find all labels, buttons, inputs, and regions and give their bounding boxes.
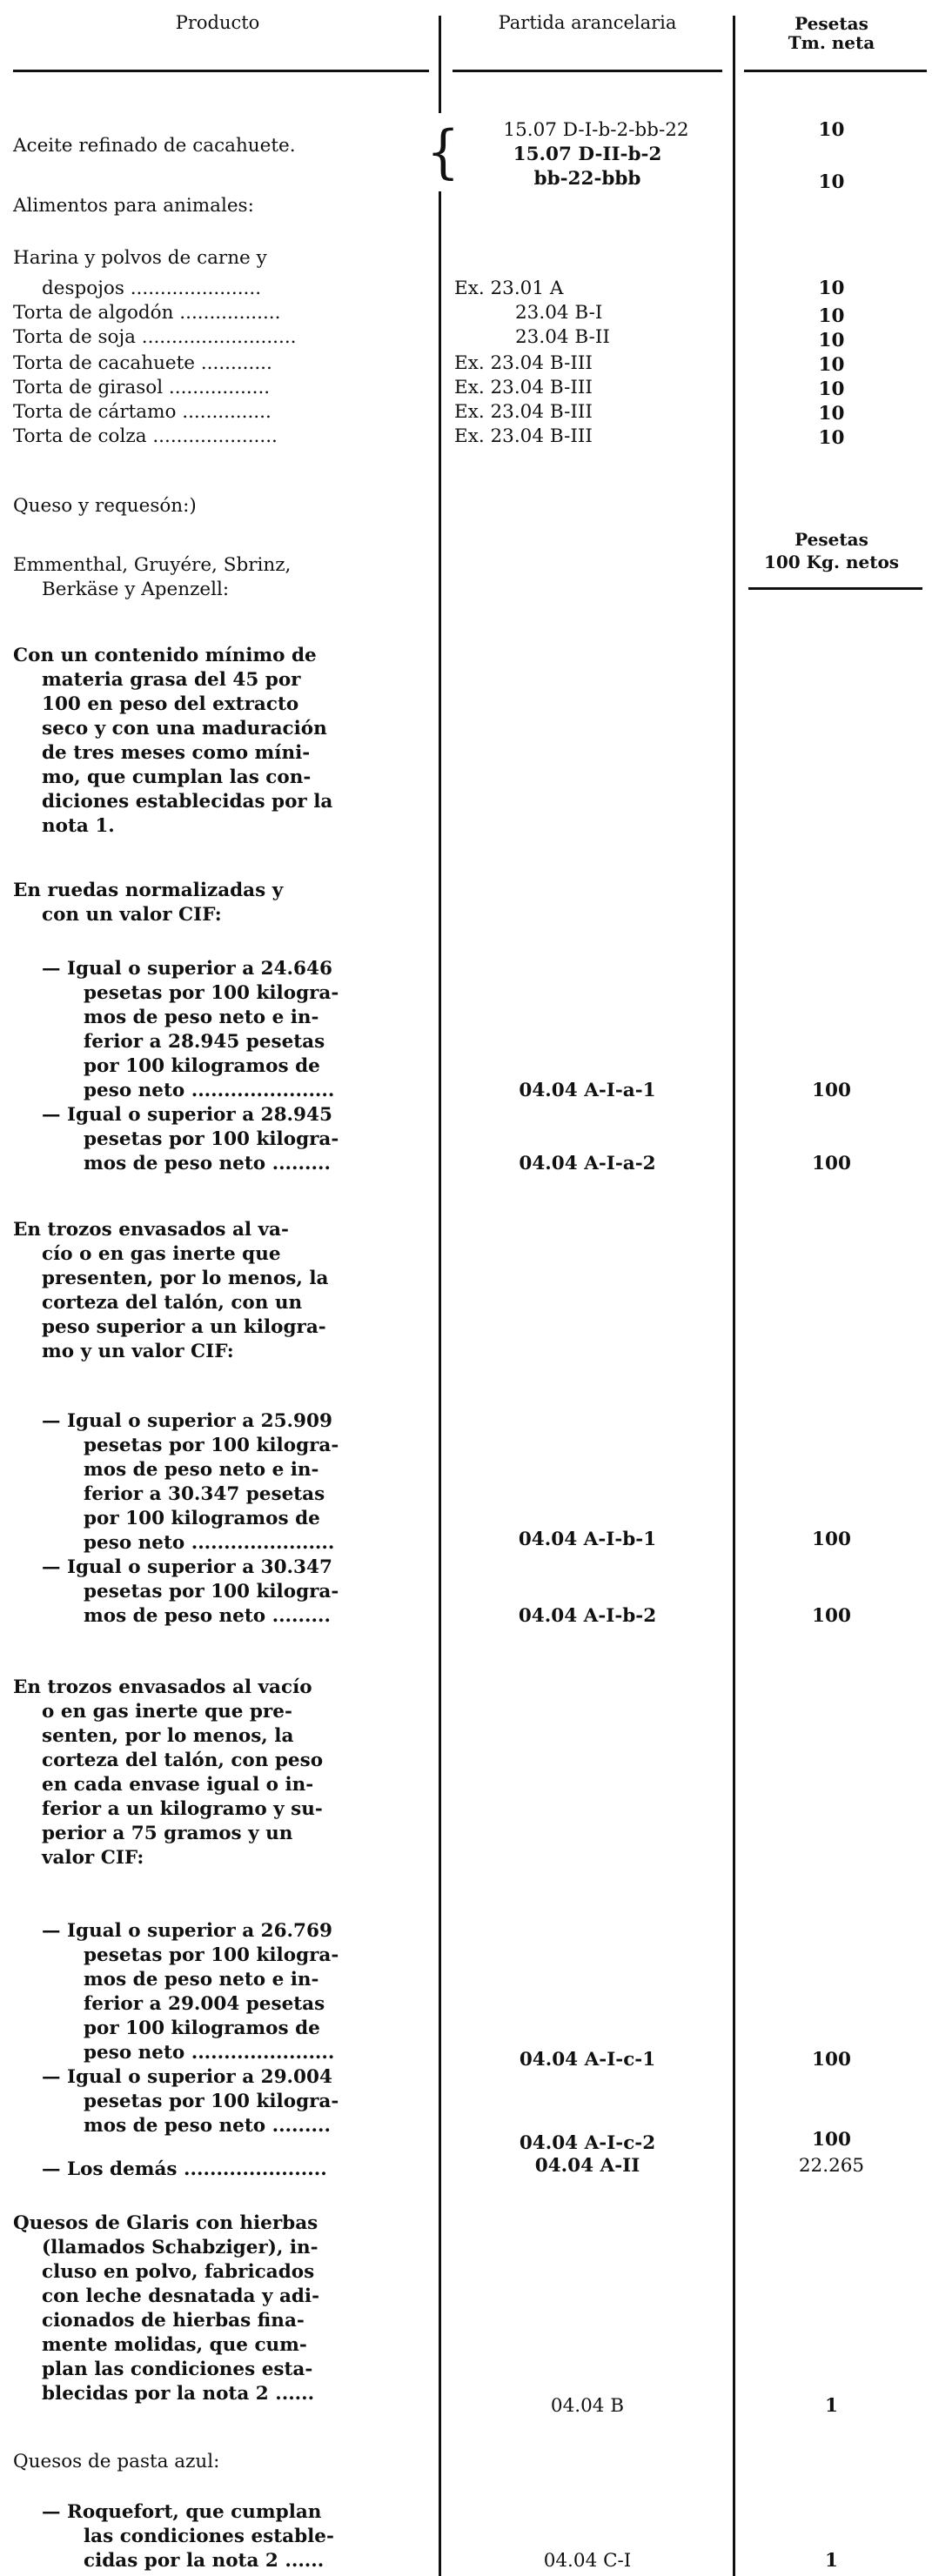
- trozos2-item1-line2: mos de peso neto e in-: [84, 1969, 319, 1991]
- row-torta-girasol-valor: 10: [818, 378, 845, 400]
- trozos2-item2-partida: 04.04 A-I-c-2: [519, 2132, 656, 2154]
- row-aceite-partida-2: 15.07 D-II-b-2: [513, 144, 662, 165]
- glaris-line-4: cionados de hierbas fina-: [42, 2310, 305, 2332]
- row-torta-cartamo-partida: Ex. 23.04 B-III: [454, 401, 593, 423]
- trozos1-item1-partida: 04.04 A-I-b-1: [518, 1529, 657, 1550]
- ruedas-line-1: con un valor CIF:: [42, 904, 222, 926]
- trozos1-item2-line0: — Igual o superior a 30.347: [42, 1556, 332, 1578]
- ruedas-item1-valor: 100: [812, 1080, 851, 1101]
- contenido-line-7: nota 1.: [42, 815, 115, 837]
- brace-icon: {: [426, 118, 460, 186]
- trozos2-item2-line2: mos de peso neto .........: [84, 2115, 331, 2137]
- trozos1-item1-line4: por 100 kilogramos de: [84, 1508, 320, 1529]
- pasta-azul-title: Quesos de pasta azul:: [13, 2451, 220, 2472]
- row-torta-algodon-partida: 23.04 B-I: [515, 302, 603, 324]
- trozos1-line-1: cío o en gas inerte que: [42, 1243, 281, 1265]
- subheader-rule: [748, 587, 922, 590]
- los-demas-valor: 22.265: [798, 2155, 865, 2177]
- los-demas-partida: 04.04 A-II: [534, 2155, 640, 2177]
- row-torta-cacahuete-partida: Ex. 23.04 B-III: [454, 352, 593, 374]
- glaris-line-0: Quesos de Glaris con hierbas: [13, 2212, 318, 2234]
- glaris-line-5: mente molidas, que cum-: [42, 2334, 307, 2356]
- row-torta-algodon: Torta de algodón .................: [13, 302, 281, 324]
- emmenthal-line1: Emmenthal, Gruyére, Sbrinz,: [13, 554, 292, 576]
- trozos2-line-4: en cada envase igual o in-: [42, 1774, 314, 1796]
- row-torta-cacahuete-valor: 10: [818, 354, 845, 376]
- roquefort-line-0: — Roquefort, que cumplan: [42, 2501, 322, 2523]
- ruedas-item1-line4: por 100 kilogramos de: [84, 1055, 320, 1077]
- trozos1-item2-valor: 100: [812, 1605, 851, 1627]
- row-torta-soja-valor: 10: [818, 330, 845, 351]
- header-rule-producto: [13, 70, 429, 72]
- row-torta-colza-partida: Ex. 23.04 B-III: [454, 425, 593, 447]
- trozos1-item2-line1: pesetas por 100 kilogra-: [84, 1581, 339, 1602]
- glaris-line-3: con leche desnatada y adi-: [42, 2285, 320, 2307]
- subheader-pesetas: Pesetas: [795, 529, 868, 550]
- row-torta-algodon-valor: 10: [818, 305, 845, 327]
- header-pesetas: [738, 14, 925, 52]
- subheader-100kg: 100 Kg. netos: [763, 552, 900, 572]
- trozos2-item1-line0: — Igual o superior a 26.769: [42, 1920, 332, 1942]
- roquefort-line-1: las condiciones estable-: [84, 2526, 334, 2547]
- trozos2-line-0: En trozos envasados al vacío: [13, 1676, 312, 1698]
- header-producto: Producto: [175, 12, 260, 33]
- los-demas-line: — Los demás ......................: [42, 2158, 327, 2180]
- row-harina-valor: 10: [818, 278, 845, 299]
- trozos2-item1-line5: peso neto ......................: [84, 2042, 335, 2064]
- row-torta-colza-valor: 10: [818, 427, 845, 449]
- header-pesetas-line2: Tm. neta: [788, 32, 875, 53]
- header-pesetas-line1: Pesetas: [795, 13, 868, 34]
- trozos2-item1-line1: pesetas por 100 kilogra-: [84, 1944, 339, 1966]
- section-queso-title: Queso y requesón:): [13, 495, 197, 517]
- column-divider-1-top: [439, 16, 441, 113]
- roquefort-line-2: cidas por la nota 2 ......: [84, 2550, 325, 2572]
- row-aceite-valor-2: 10: [818, 171, 845, 193]
- trozos1-line-0: En trozos envasados al va-: [13, 1219, 289, 1241]
- trozos1-line-4: peso superior a un kilogra-: [42, 1316, 326, 1338]
- ruedas-item2-partida: 04.04 A-I-a-2: [519, 1153, 656, 1174]
- roquefort-partida: 04.04 C-I: [543, 2550, 632, 2572]
- trozos1-line-3: corteza del talón, con un: [42, 1292, 303, 1314]
- trozos2-line-7: valor CIF:: [42, 1847, 144, 1869]
- trozos2-line-3: corteza del talón, con peso: [42, 1750, 324, 1771]
- trozos2-item1-line3: ferior a 29.004 pesetas: [84, 1993, 325, 2015]
- section-alimentos-title: Alimentos para animales:: [13, 195, 254, 217]
- row-aceite-partida-3: bb-22-bbb: [533, 168, 641, 190]
- contenido-line-3: seco y con una maduración: [42, 718, 327, 739]
- trozos2-item1-valor: 100: [812, 2049, 851, 2071]
- ruedas-item1-line1: pesetas por 100 kilogra-: [84, 982, 339, 1004]
- trozos1-item1-line1: pesetas por 100 kilogra-: [84, 1435, 339, 1456]
- ruedas-item1-partida: 04.04 A-I-a-1: [519, 1080, 656, 1101]
- trozos2-item2-line1: pesetas por 100 kilogra-: [84, 2091, 339, 2112]
- glaris-partida: 04.04 B: [550, 2395, 625, 2417]
- contenido-line-4: de tres meses como míni-: [42, 742, 311, 764]
- trozos2-line-2: senten, por lo menos, la: [42, 1725, 294, 1747]
- glaris-valor: 1: [825, 2395, 838, 2417]
- trozos1-item1-line5: peso neto ......................: [84, 1532, 335, 1554]
- ruedas-line-0: En ruedas normalizadas y: [13, 880, 284, 901]
- trozos2-item2-line0: — Igual o superior a 29.004: [42, 2066, 332, 2088]
- row-torta-cartamo-valor: 10: [818, 403, 845, 425]
- trozos1-line-2: presenten, por lo menos, la: [42, 1268, 329, 1289]
- row-torta-girasol-partida: Ex. 23.04 B-III: [454, 377, 593, 398]
- trozos2-line-1: o en gas inerte que pre-: [42, 1701, 292, 1723]
- row-torta-soja-partida: 23.04 B-II: [515, 326, 610, 348]
- trozos2-line-5: ferior a un kilogramo y su-: [42, 1798, 323, 1820]
- trozos1-item2-partida: 04.04 A-I-b-2: [518, 1605, 657, 1627]
- row-torta-cacahuete: Torta de cacahuete ............: [13, 352, 272, 374]
- trozos2-item1-partida: 04.04 A-I-c-1: [519, 2049, 656, 2071]
- trozos1-line-5: mo y un valor CIF:: [42, 1341, 234, 1362]
- row-torta-soja: Torta de soja ..........................: [13, 326, 297, 348]
- emmenthal-line2: Berkäse y Apenzell:: [42, 579, 230, 600]
- glaris-line-7: blecidas por la nota 2 ......: [42, 2383, 315, 2405]
- row-harina-cont: despojos ......................: [42, 278, 262, 299]
- contenido-line-5: mo, que cumplan las con-: [42, 766, 312, 788]
- contenido-line-6: diciones establecidas por la: [42, 791, 333, 813]
- row-torta-girasol: Torta de girasol .................: [13, 377, 271, 398]
- ruedas-item1-line5: peso neto ......................: [84, 1080, 335, 1101]
- ruedas-item1-line2: mos de peso neto e in-: [84, 1007, 319, 1028]
- row-torta-cartamo: Torta de cártamo ...............: [13, 401, 272, 423]
- trozos2-item1-line4: por 100 kilogramos de: [84, 2017, 320, 2039]
- glaris-line-6: plan las condiciones esta-: [42, 2359, 313, 2380]
- trozos1-item1-line0: — Igual o superior a 25.909: [42, 1410, 332, 1432]
- trozos1-item1-line3: ferior a 30.347 pesetas: [84, 1483, 325, 1505]
- contenido-line-1: materia grasa del 45 por: [42, 669, 301, 691]
- header-rule-pesetas: [744, 70, 927, 72]
- column-divider-2: [733, 16, 735, 2576]
- row-aceite-valor-1: 10: [818, 119, 845, 141]
- row-harina-producto: Harina y polvos de carne y: [13, 247, 267, 269]
- ruedas-item2-line1: pesetas por 100 kilogra-: [84, 1128, 339, 1150]
- roquefort-valor: 1: [825, 2550, 838, 2572]
- trozos2-item2-valor: 100: [812, 2129, 851, 2151]
- column-divider-1: [439, 191, 441, 2576]
- glaris-line-1: (llamados Schabziger), in-: [42, 2237, 318, 2258]
- trozos1-item2-line2: mos de peso neto .........: [84, 1605, 331, 1627]
- glaris-line-2: cluso en polvo, fabricados: [42, 2261, 315, 2283]
- trozos1-item1-line2: mos de peso neto e in-: [84, 1459, 319, 1481]
- ruedas-item1-line0: — Igual o superior a 24.646: [42, 958, 332, 980]
- ruedas-item2-valor: 100: [812, 1153, 851, 1174]
- row-aceite-producto: Aceite refinado de cacahuete.: [13, 135, 296, 157]
- trozos2-line-6: perior a 75 gramos y un: [42, 1823, 293, 1844]
- contenido-line-2: 100 en peso del extracto: [42, 693, 299, 715]
- header-rule-partida: [453, 70, 722, 72]
- ruedas-item2-line0: — Igual o superior a 28.945: [42, 1104, 332, 1126]
- ruedas-item2-line2: mos de peso neto .........: [84, 1153, 331, 1174]
- row-torta-colza: Torta de colza .....................: [13, 425, 278, 447]
- contenido-line-0: Con un contenido mínimo de: [13, 645, 317, 666]
- row-harina-partida: Ex. 23.01 A: [454, 278, 564, 299]
- row-aceite-partida-1: 15.07 D-I-b-2-bb-22: [503, 119, 689, 141]
- trozos1-item1-valor: 100: [812, 1529, 851, 1550]
- ruedas-item1-line3: ferior a 28.945 pesetas: [84, 1031, 325, 1053]
- header-partida: Partida arancelaria: [498, 12, 677, 33]
